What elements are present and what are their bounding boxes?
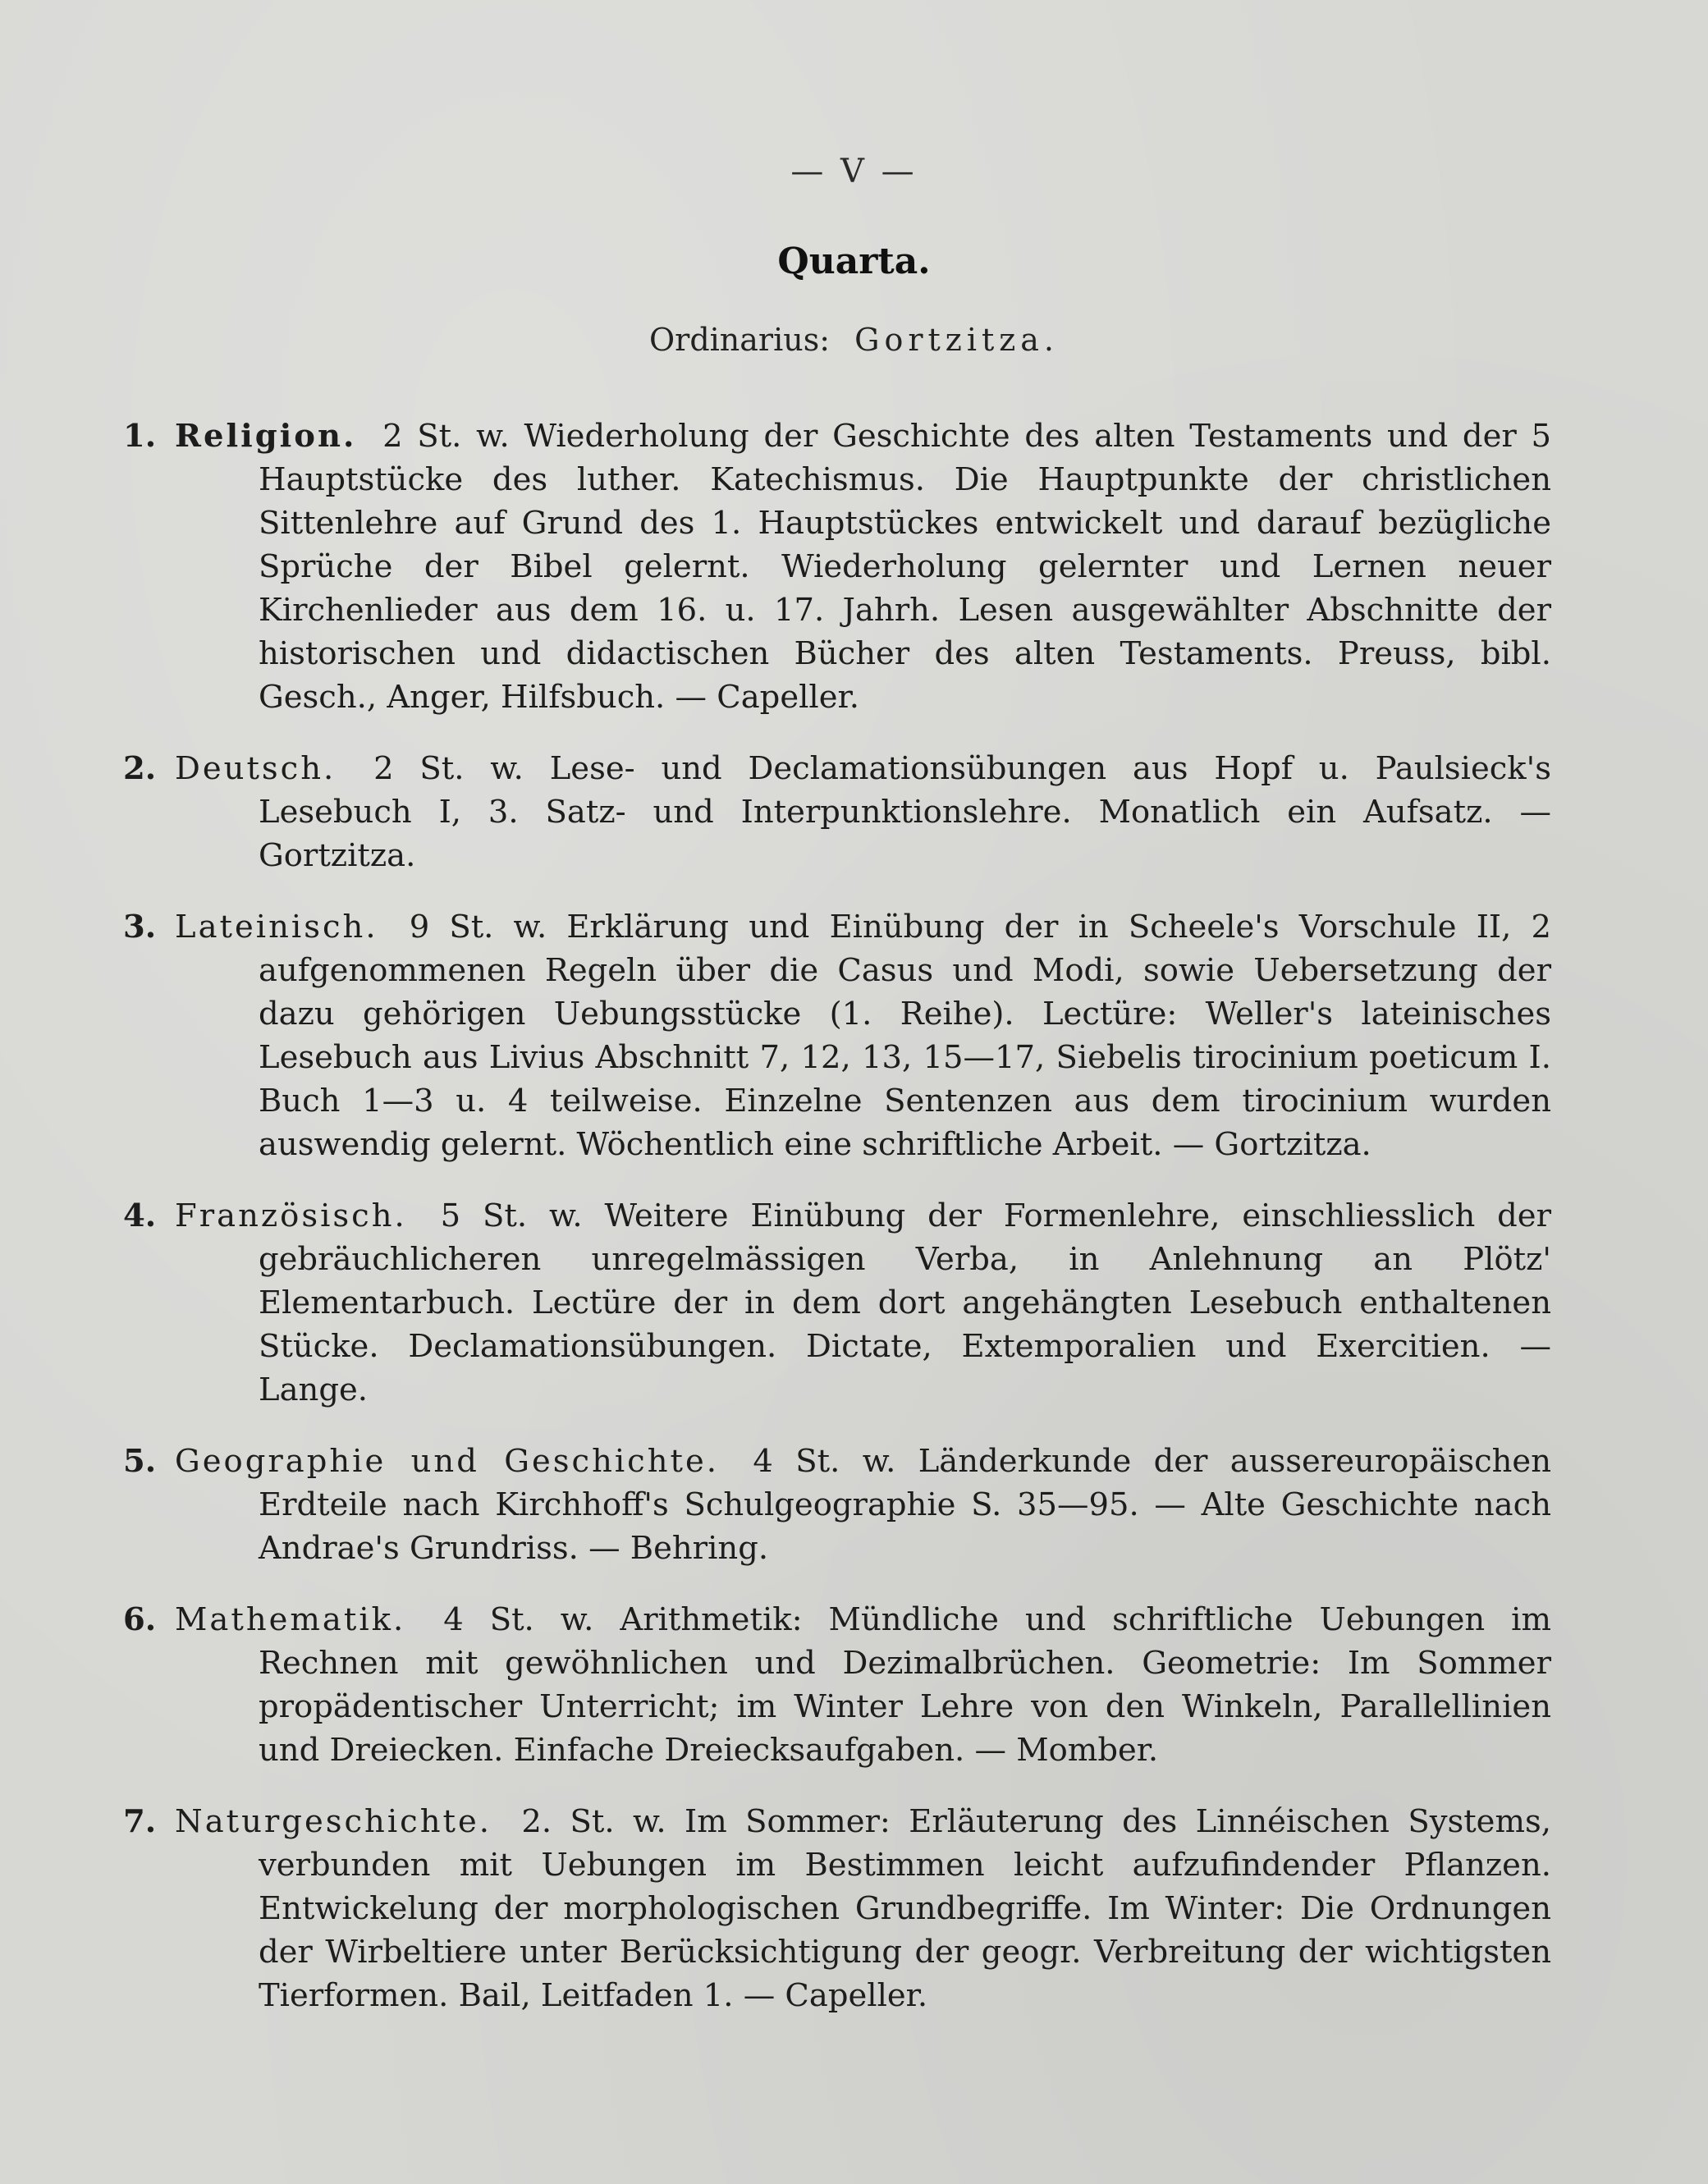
subject-item-lateinisch bbox=[123, 905, 1551, 1166]
ordinarius-name: Gortzitza. bbox=[854, 322, 1059, 358]
subject-item-religion bbox=[123, 414, 1551, 719]
subject-item-naturgeschichte bbox=[123, 1800, 1551, 2017]
subject-number: 2. bbox=[123, 750, 157, 787]
subject-item-geographie bbox=[123, 1440, 1551, 1570]
subject-hours: 2 St. w. bbox=[382, 418, 510, 455]
subject-title: Mathematik. bbox=[175, 1601, 406, 1638]
subject-text: Weitere Einübung der Formenlehre, einschliesslich der gebräuchlicheren unregelmässigen Verba, in Anlehnung an Plötz' Elementarbuch. Lectüre der in dem dort angehängten Lesebuch enthaltenen Stücke. Declamationsübungen. Dictate, Extemporalien und Exercitien. — Lange. bbox=[259, 1197, 1551, 1408]
subject-title: Geographie und Geschichte. bbox=[175, 1443, 720, 1480]
subject-number: 1. bbox=[123, 418, 157, 455]
subject-number: 7. bbox=[123, 1803, 157, 1840]
subject-item-franzoesisch bbox=[123, 1194, 1551, 1412]
subject-text: Arithmetik: Mündliche und schriftliche Uebungen im Rechnen mit gewöhnlichen und Dezimalbrüchen. Geometrie: Im Sommer propädentischer Unterricht; im Winter Lehre von den Winkeln, Parallellinien und Dreiecken. Einfache Dreiecksaufgaben. — Momber. bbox=[259, 1601, 1551, 1769]
subject-hours: 4 St. w. bbox=[753, 1443, 896, 1480]
page-number: — V — bbox=[790, 153, 918, 190]
ordinarius-line bbox=[0, 322, 1708, 358]
subject-hours: 9 St. w. bbox=[409, 909, 547, 945]
subject-hours: 2. St. w. bbox=[521, 1803, 666, 1840]
subject-title: Französisch. bbox=[175, 1197, 407, 1234]
section-heading: Quarta. bbox=[777, 240, 931, 282]
subject-list bbox=[123, 414, 1551, 2017]
subject-hours: 5 St. w. bbox=[440, 1197, 583, 1234]
subject-hours: 2 St. w. bbox=[373, 750, 524, 787]
subject-item-deutsch bbox=[123, 747, 1551, 877]
subject-number: 4. bbox=[123, 1197, 157, 1234]
subject-hours: 4 St. w. bbox=[443, 1601, 594, 1638]
subject-text: Wiederholung der Geschichte des alten Testaments und der 5 Hauptstücke des luther. Katechismus. Die Hauptpunkte der christlichen Sittenlehre auf Grund des 1. Hauptstückes entwickelt und darauf bezügliche Sprüche der Bibel gelernt. Wiederholung gelernter und Lernen neuer Kirchenlieder aus dem 16. u. 17. Jahrh. Lesen ausgewählter Abschnitte der historischen und didactischen Bücher des alten Testaments. Preuss, bibl. Gesch., Anger, Hilfsbuch. — Capeller. bbox=[259, 418, 1551, 716]
subject-title: Lateinisch. bbox=[175, 909, 378, 945]
ordinarius-label: Ordinarius: bbox=[649, 322, 831, 358]
subject-title: Religion. bbox=[175, 418, 357, 455]
subject-number: 6. bbox=[123, 1601, 157, 1638]
subject-number: 5. bbox=[123, 1443, 157, 1480]
subject-number: 3. bbox=[123, 909, 157, 945]
subject-text: Im Sommer: Erläuterung des Linnéischen Systems, verbunden mit Uebungen im Bestimmen leicht aufzufindender Pflanzen. Entwickelung der morphologischen Grundbegriffe. Im Winter: Die Ordnungen der Wirbeltiere unter Berücksichtigung der geogr. Verbreitung der wichtigsten Tierformen. Bail, Leitfaden 1. — Capeller. bbox=[259, 1803, 1551, 2014]
subject-text: Erklärung und Einübung der in Scheele's Vorschule II, 2 aufgenommenen Regeln über die Casus und Modi, sowie Uebersetzung der dazu gehörigen Uebungsstücke (1. Reihe). Lectüre: Weller's lateinisches Lesebuch aus Livius Abschnitt 7, 12, 13, 15—17, Siebelis tirocinium poeticum I. Buch 1—3 u. 4 teilweise. Einzelne Sentenzen aus dem tirocinium wurden auswendig gelernt. Wöchentlich eine schriftliche Arbeit. — Gortzitza. bbox=[259, 909, 1551, 1163]
subject-text: Lese- und Declamationsübungen aus Hopf u. Paulsieck's Lesebuch I, 3. Satz- und Interpunktionslehre. Monatlich ein Aufsatz. — Gortzitza. bbox=[259, 750, 1551, 874]
subject-title: Naturgeschichte. bbox=[175, 1803, 492, 1840]
subject-item-mathematik bbox=[123, 1598, 1551, 1772]
subject-title: Deutsch. bbox=[175, 750, 337, 787]
subject-text: Länderkunde der aussereuropäischen Erdteile nach Kirchhoff's Schulgeographie S. 35—95. — Alte Geschichte nach Andrae's Grundriss. — Behring. bbox=[259, 1443, 1552, 1567]
